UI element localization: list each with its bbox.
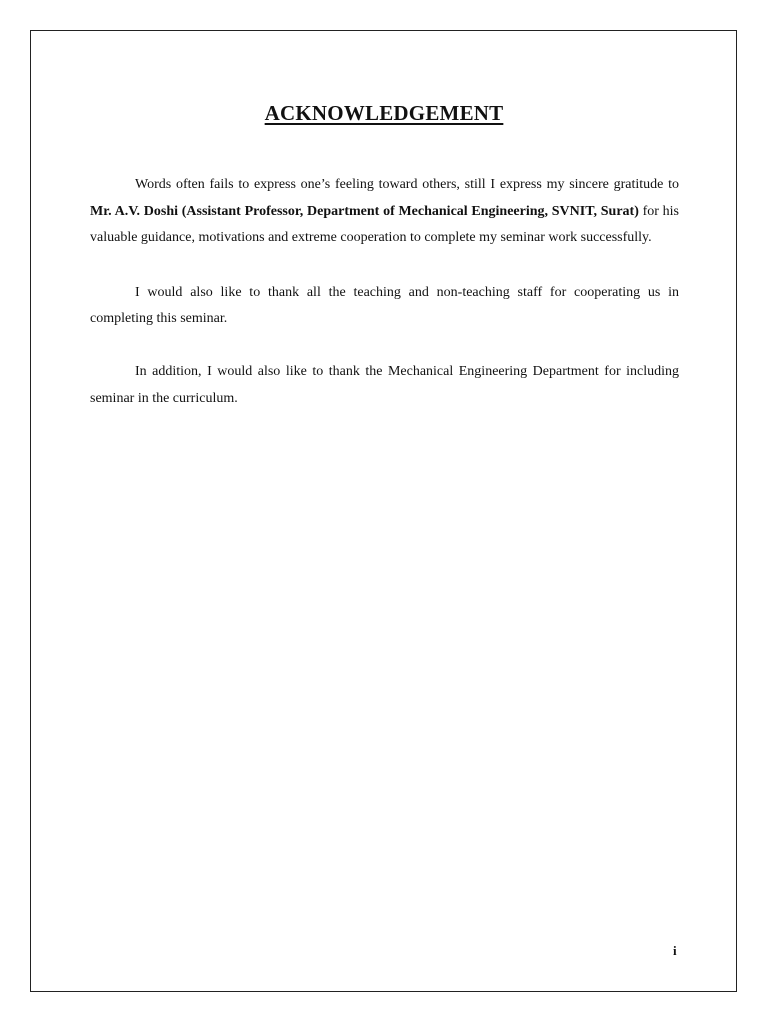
page-number: i <box>673 943 677 958</box>
paragraph-gratitude <box>90 172 679 252</box>
paragraph-staff-thanks: I would also like to thank all the teaching and non-teaching staff for cooperating us in completing this seminar. <box>90 284 679 326</box>
page-title: ACKNOWLEDGEMENT <box>264 101 504 125</box>
paragraph-gratitude-lead: Words often fails to express one’s feeling toward others, still I express my sincere gratitude to <box>135 177 679 192</box>
paragraph-gratitude-tail: for his valuable guidance, motivations and extreme cooperation to complete my seminar work successfully. <box>90 203 679 245</box>
acknowledgement-body <box>90 172 679 439</box>
guide-name: Mr. A.V. Doshi (Assistant Professor, Department of Mechanical Engineering, SVNIT, Surat) <box>90 203 639 219</box>
paragraph-department-thanks: In addition, I would also like to thank the Mechanical Engineering Department for including seminar in the curriculum. <box>90 364 679 406</box>
